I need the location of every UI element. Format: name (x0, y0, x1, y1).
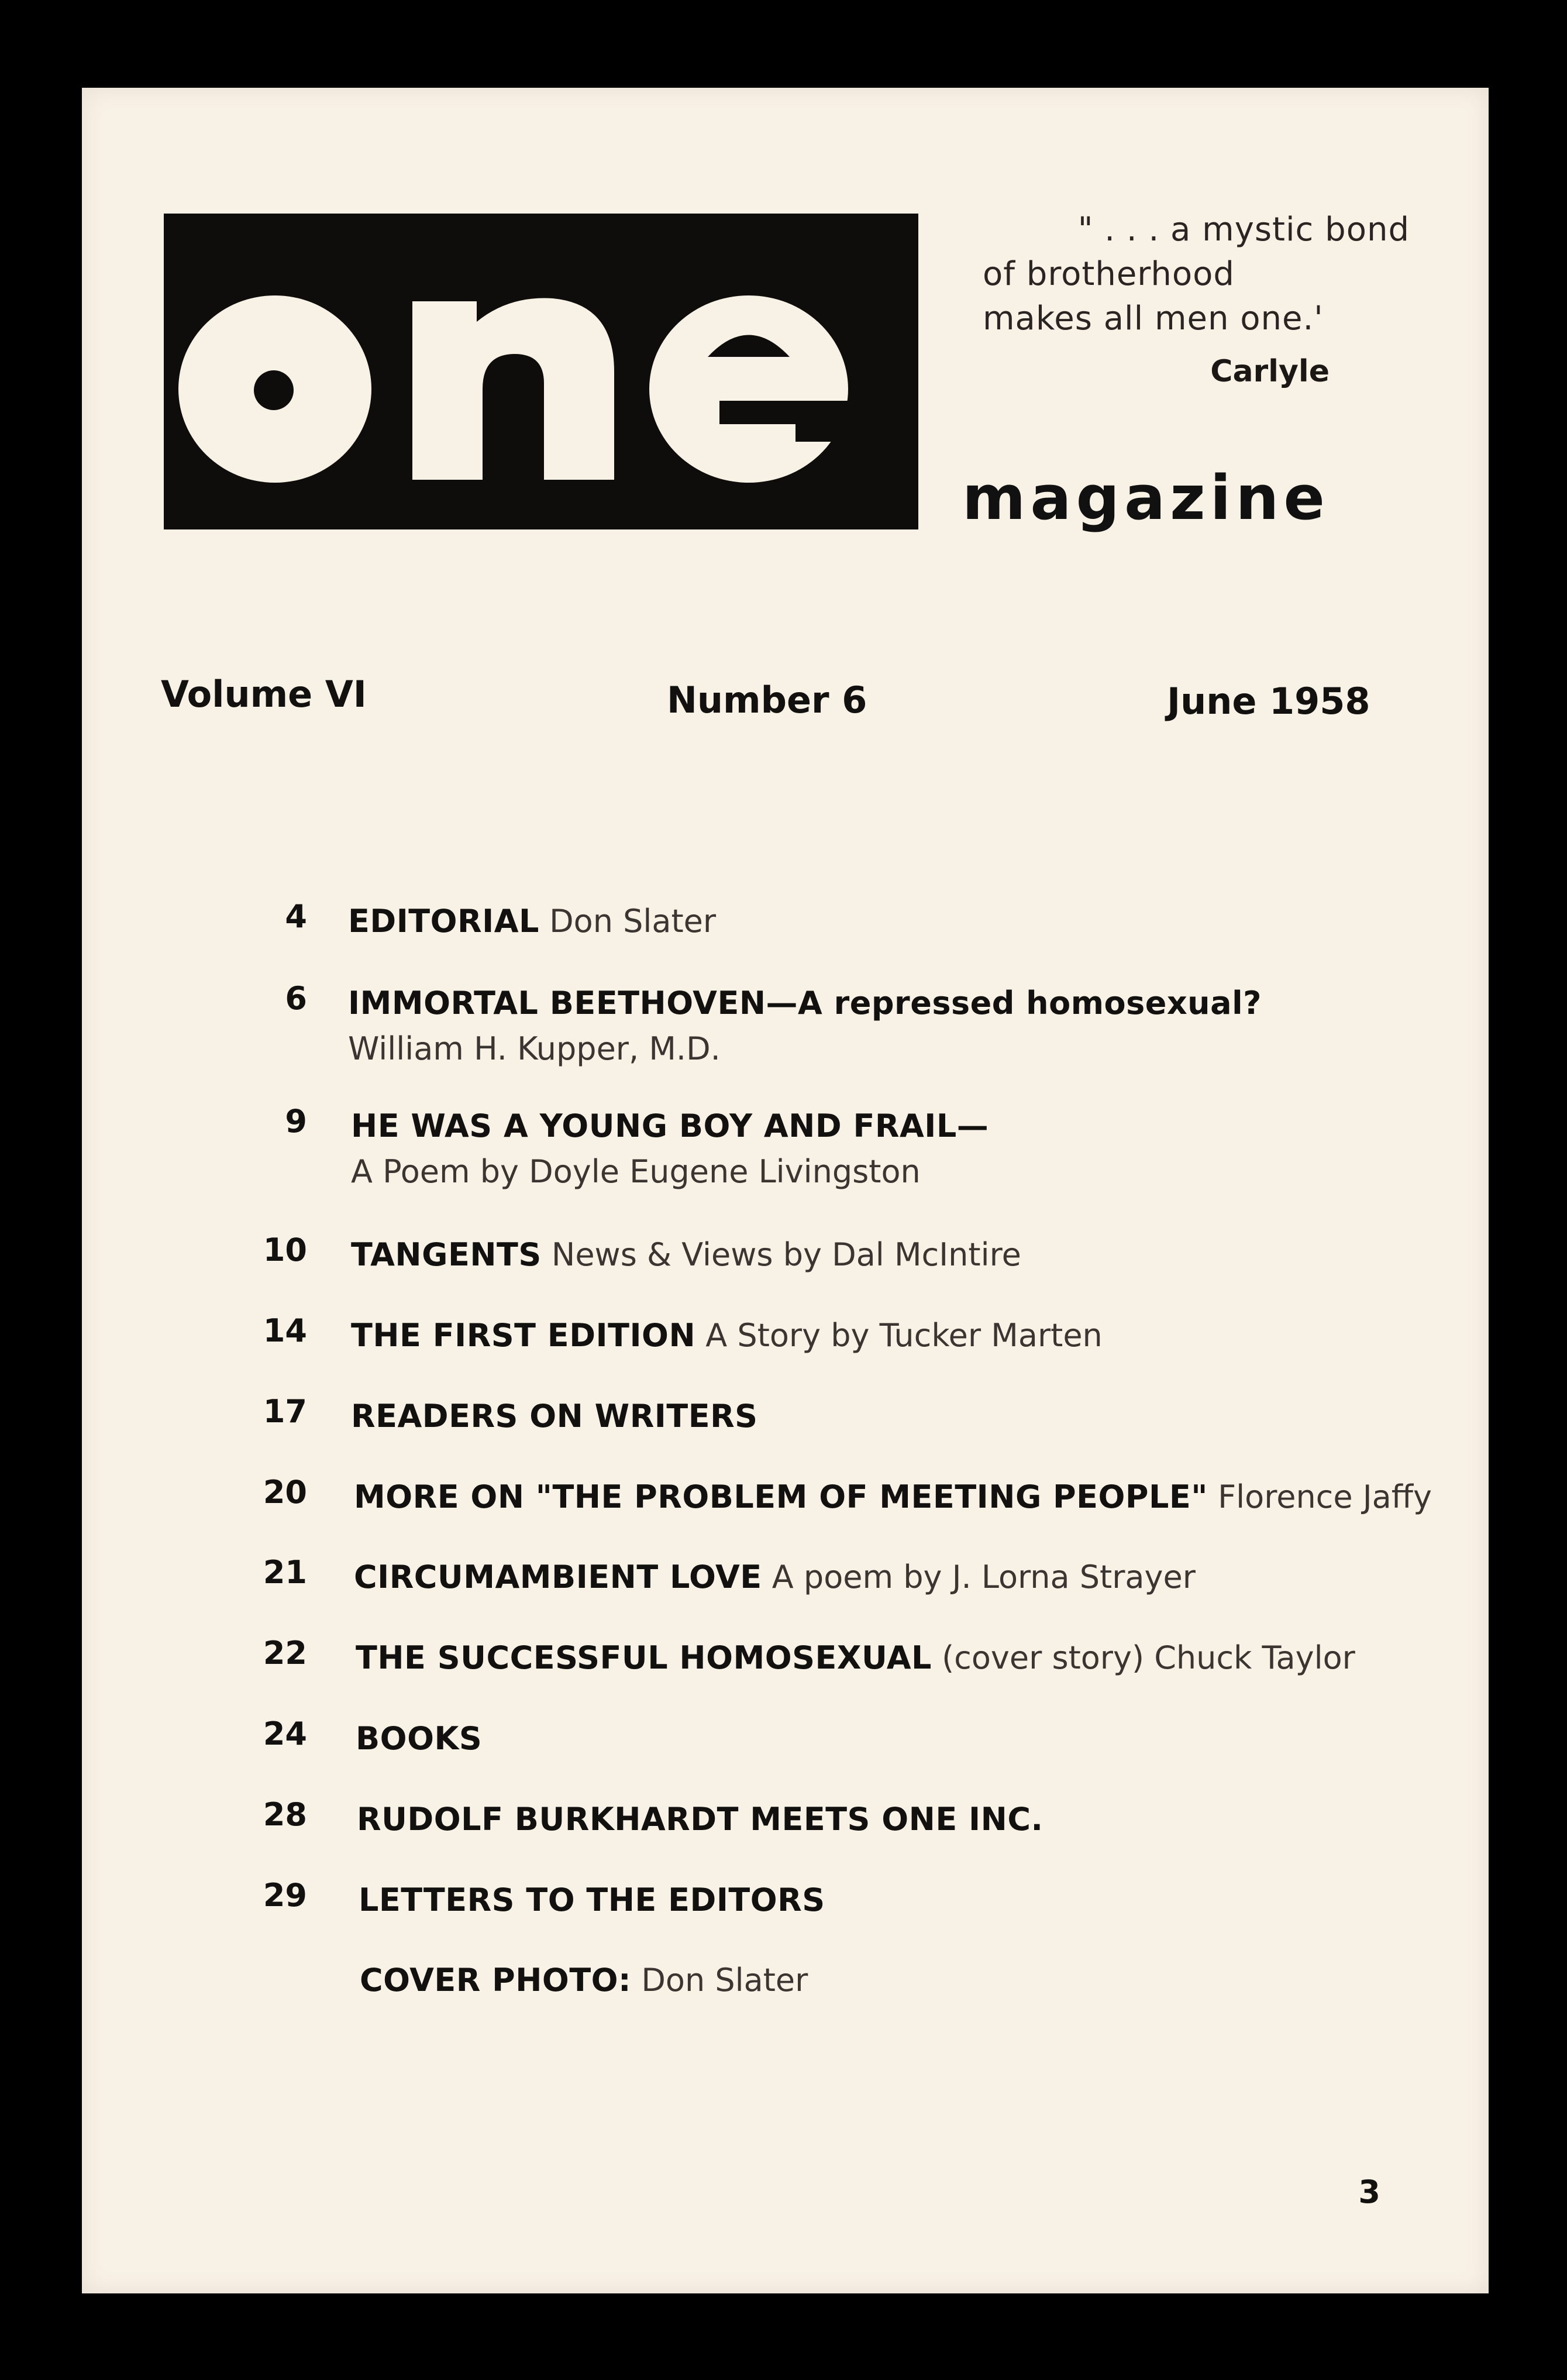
toc-subtitle: News & Views by Dal McIntire (541, 1236, 1021, 1273)
toc-page-number: 28 (263, 1796, 307, 1833)
toc-subtitle: Don Slater (539, 903, 717, 940)
issue-volume: Volume VI (161, 673, 367, 716)
toc-subtitle: (cover story) Chuck Taylor (931, 1639, 1355, 1676)
toc-title: THE SUCCESSFUL HOMOSEXUAL (356, 1639, 932, 1676)
magazine-label: magazine (962, 462, 1330, 534)
issue-date: June 1958 (1167, 680, 1370, 723)
toc-title: MORE ON "THE PROBLEM OF MEETING PEOPLE" (354, 1478, 1208, 1515)
issue-number: Number 6 (667, 679, 867, 721)
toc-page-number: 4 (285, 898, 307, 935)
toc-page-number: 6 (285, 980, 307, 1017)
toc-title: IMMORTAL BEETHOVEN—A repressed homosexual? (348, 985, 1262, 1022)
toc-page-number: 29 (263, 1877, 307, 1914)
toc-title: TANGENTS (351, 1236, 542, 1273)
toc-title: BOOKS (356, 1720, 483, 1757)
epigraph-quote (983, 208, 1410, 341)
quote-line-2: of brotherhood (983, 255, 1235, 293)
toc-title: RUDOLF BURKHARDT MEETS ONE INC. (357, 1801, 1043, 1838)
toc-subtitle: A Story by Tucker Marten (695, 1317, 1103, 1354)
toc-title: CIRCUMAMBIENT LOVE (354, 1559, 762, 1595)
toc-subtitle: Don Slater (631, 1962, 808, 1999)
toc-title: READERS ON WRITERS (351, 1398, 758, 1435)
toc-subtitle: Florence Jaffy (1207, 1478, 1432, 1515)
page-number: 3 (1358, 2173, 1380, 2210)
toc-author: William H. Kupper, M.D. (348, 1030, 721, 1067)
quote-line-1: " . . . a mystic bond (1077, 211, 1410, 249)
toc-author: A Poem by Doyle Eugene Livingston (351, 1153, 921, 1190)
toc-page-number: 9 (285, 1103, 307, 1140)
toc-page-number: 21 (263, 1554, 307, 1591)
toc-page-number: 17 (263, 1393, 307, 1430)
quote-attribution: Carlyle (1210, 354, 1330, 389)
toc-title: HE WAS A YOUNG BOY AND FRAIL— (351, 1108, 989, 1144)
toc-title: LETTERS TO THE EDITORS (359, 1882, 825, 1918)
one-logo (164, 214, 918, 529)
magazine-page (82, 88, 1489, 2293)
toc-title: COVER PHOTO: (360, 1962, 632, 1999)
toc-page-number: 14 (263, 1312, 307, 1349)
one-logo-letters (164, 214, 918, 529)
toc-subtitle: A poem by J. Lorna Strayer (762, 1559, 1196, 1595)
toc-title: EDITORIAL (348, 903, 539, 940)
toc-page-number: 10 (263, 1232, 307, 1268)
toc-page-number: 24 (263, 1715, 307, 1752)
toc-title: THE FIRST EDITION (351, 1317, 696, 1354)
toc-page-number: 20 (263, 1474, 307, 1511)
toc-page-number: 22 (263, 1635, 307, 1671)
quote-line-3: makes all men one.' (983, 300, 1324, 338)
